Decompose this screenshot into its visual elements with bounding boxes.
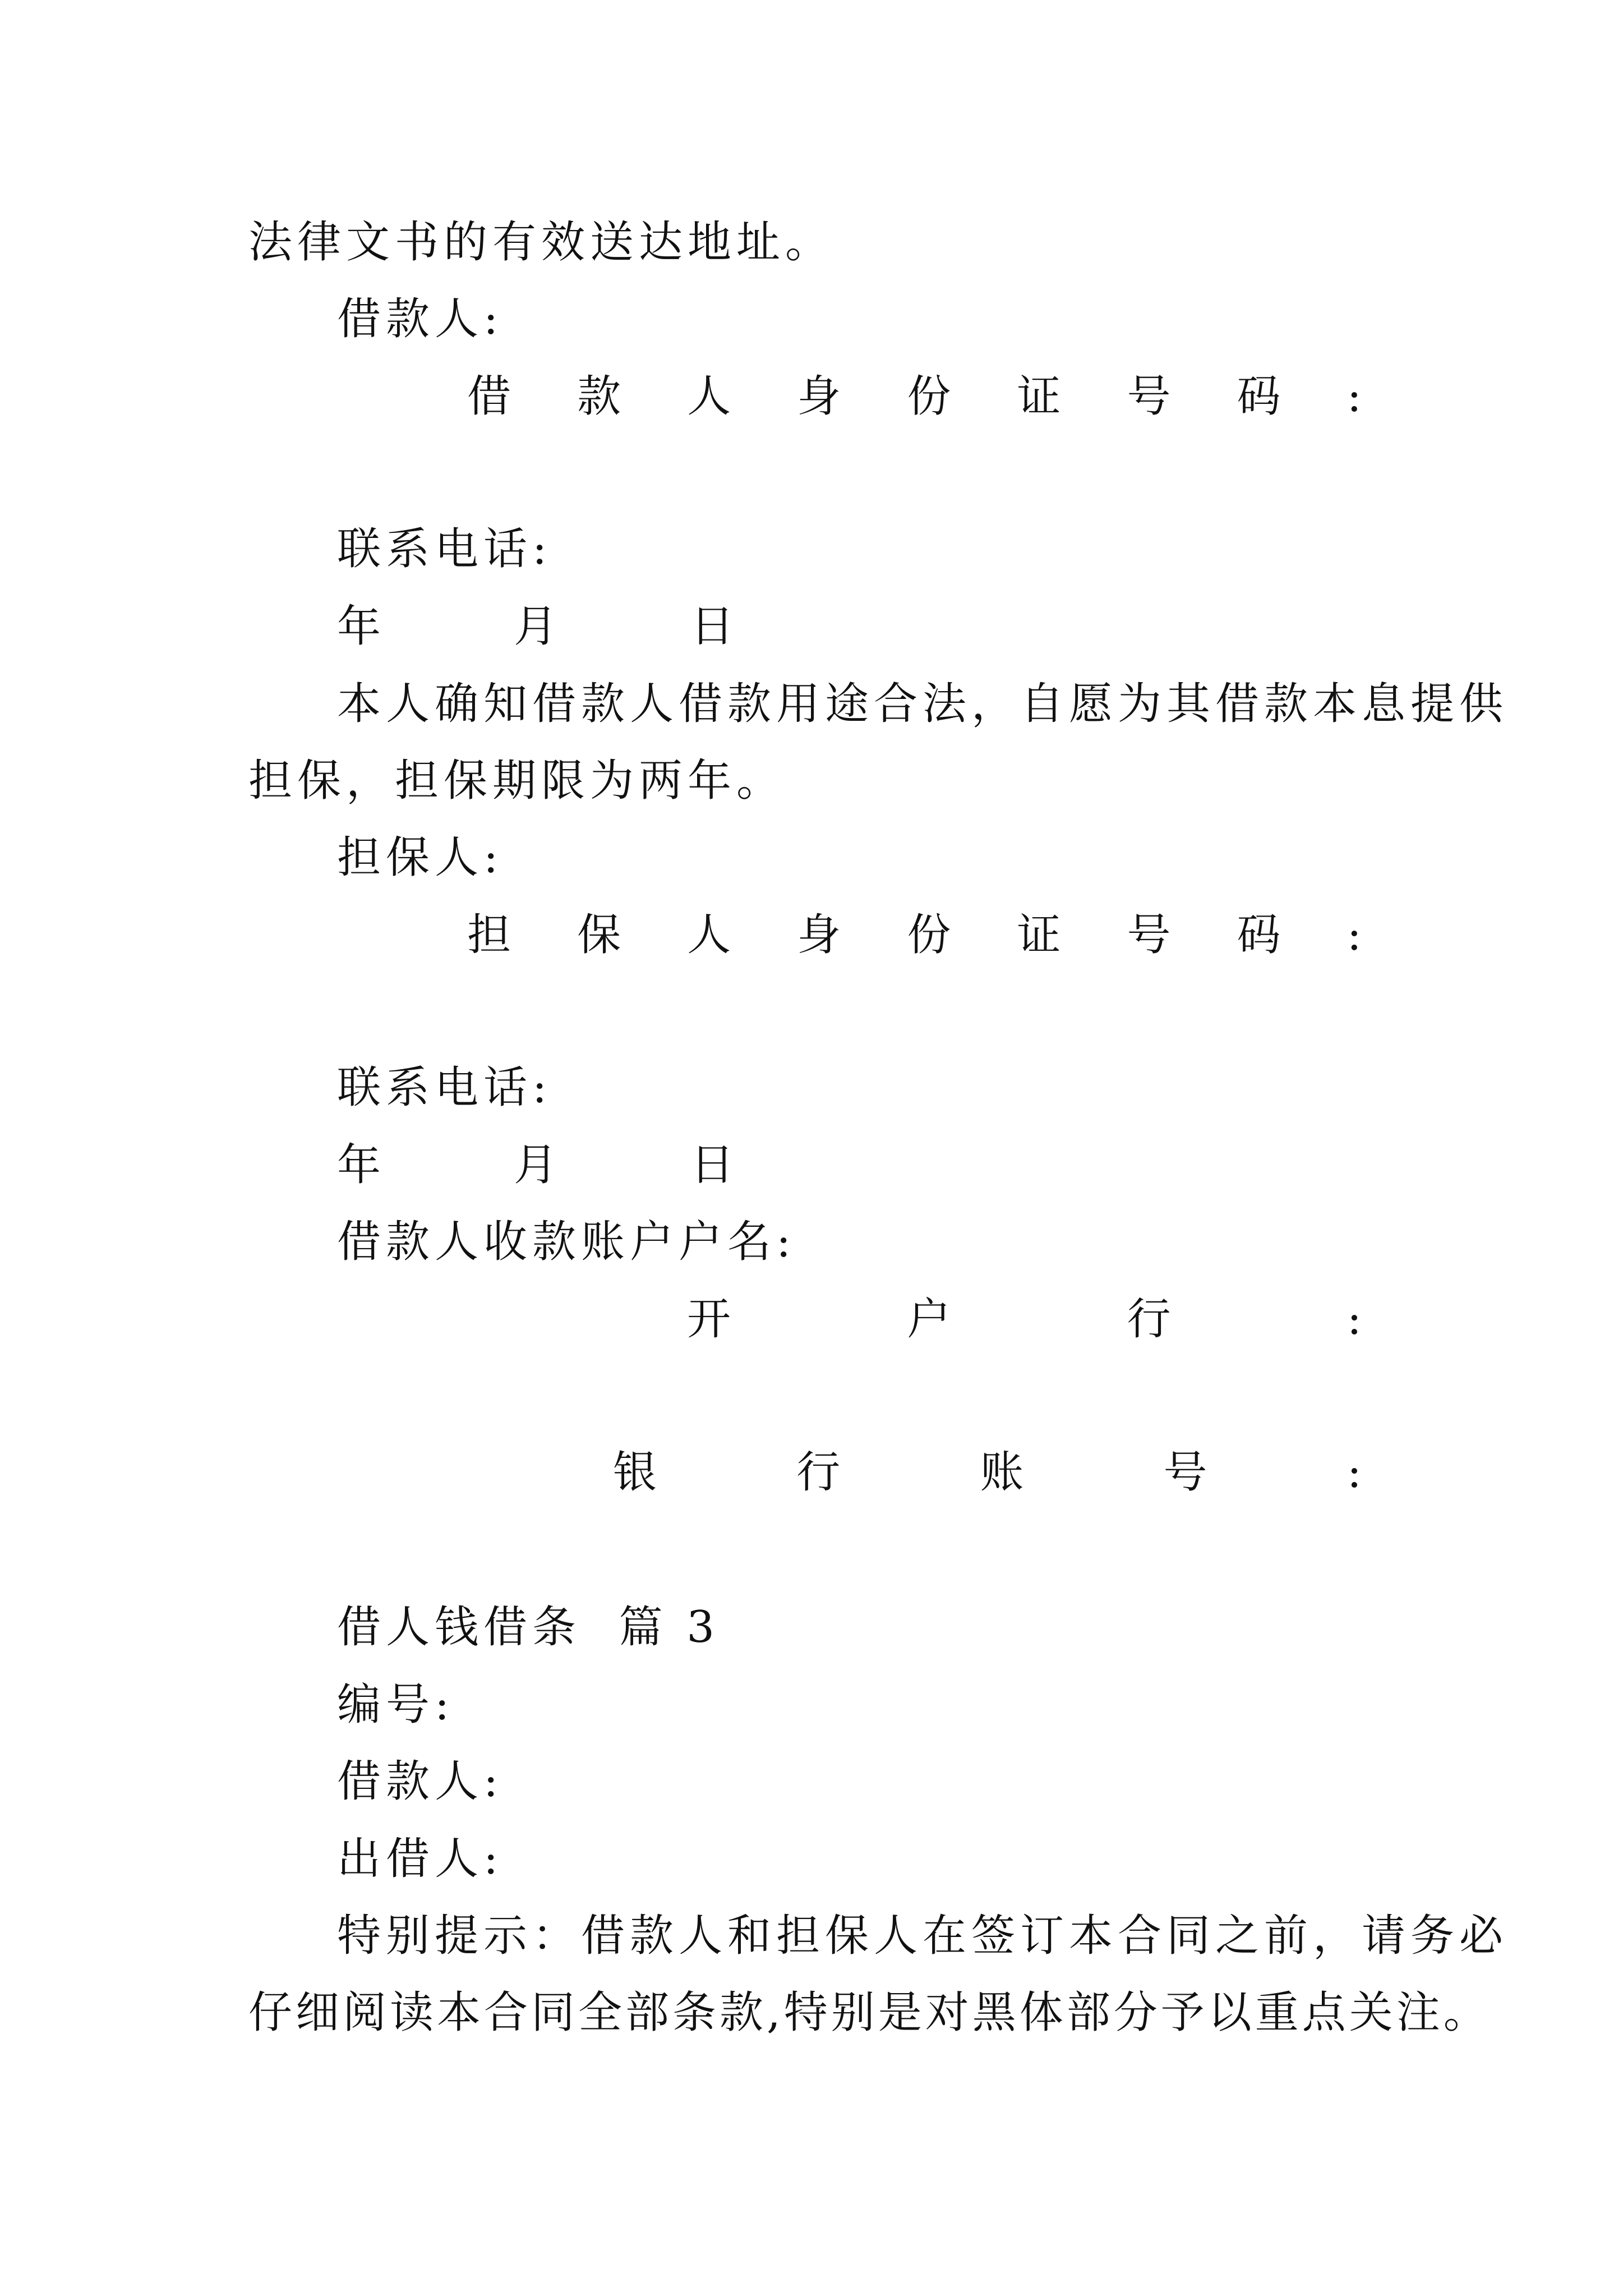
- bank-char: 行: [1127, 1294, 1171, 1345]
- account-number-char: 银: [613, 1447, 657, 1498]
- guarantor-id-char: :: [1347, 910, 1362, 960]
- borrower-phone-label: 联系电话:: [337, 524, 552, 574]
- account-number-label: [613, 1447, 1362, 1498]
- borrower-id-char: 份: [907, 371, 951, 422]
- bank-char: 户: [907, 1294, 951, 1345]
- guarantee-statement-line-1: 本人确知借款人借款用途合法，自愿为其借款本息提供: [337, 679, 1509, 729]
- guarantee-statement-line-2: 担保，担保期限为两年。: [248, 756, 786, 806]
- month-label: 月: [514, 601, 558, 652]
- account-number-char: 号: [1163, 1447, 1207, 1498]
- bank-label: [687, 1294, 1362, 1345]
- account-name-label: 借款人收款账户户名:: [337, 1217, 796, 1267]
- borrower-id-char: 证: [1017, 371, 1061, 422]
- borrower-id-char: 款: [577, 371, 621, 422]
- borrower-id-char: 人: [687, 371, 731, 422]
- borrower-id-number-label: [467, 371, 1362, 422]
- borrower-id-char: 号: [1127, 371, 1171, 422]
- borrower-id-char: 借: [467, 371, 511, 422]
- borrower-label: 借款人:: [337, 1756, 504, 1807]
- guarantor-id-char: 保: [577, 910, 621, 960]
- guarantor-label: 担保人:: [337, 832, 504, 883]
- guarantor-id-char: 份: [907, 910, 951, 960]
- number-label: 编号:: [337, 1680, 455, 1730]
- notice-line-1: 特别提示：借款人和担保人在签订本合同之前，请务必: [337, 1911, 1509, 1961]
- guarantor-id-char: 证: [1017, 910, 1061, 960]
- guarantor-id-char: 担: [467, 910, 511, 960]
- lender-label: 出借人:: [337, 1834, 504, 1884]
- borrower-id-char: 身: [797, 371, 841, 422]
- borrower-label: 借款人:: [337, 294, 504, 344]
- bank-char: 开: [687, 1294, 731, 1345]
- section-title: 借人钱借条 篇 3: [337, 1602, 720, 1653]
- borrower-id-char: :: [1347, 371, 1362, 422]
- notice-line-2: 仔细阅读本合同全部条款,特别是对黑体部分予以重点关注。: [248, 1987, 1491, 2038]
- borrower-id-char: 码: [1237, 371, 1281, 422]
- guarantor-phone-label: 联系电话:: [337, 1062, 552, 1113]
- day-label: 日: [690, 1140, 735, 1190]
- year-label: 年: [337, 601, 381, 652]
- day-label: 日: [690, 601, 735, 652]
- account-number-char: 账: [980, 1447, 1024, 1498]
- month-label: 月: [514, 1140, 558, 1190]
- guarantor-id-char: 人: [687, 910, 731, 960]
- paragraph-line: 法律文书的有效送达地址。: [248, 217, 834, 268]
- bank-char: :: [1347, 1294, 1362, 1345]
- guarantor-id-char: 码: [1237, 910, 1281, 960]
- account-number-char: :: [1347, 1447, 1362, 1498]
- guarantor-id-char: 号: [1127, 910, 1171, 960]
- guarantor-id-number-label: [467, 910, 1362, 960]
- guarantor-id-char: 身: [797, 910, 841, 960]
- account-number-char: 行: [796, 1447, 841, 1498]
- year-label: 年: [337, 1140, 381, 1190]
